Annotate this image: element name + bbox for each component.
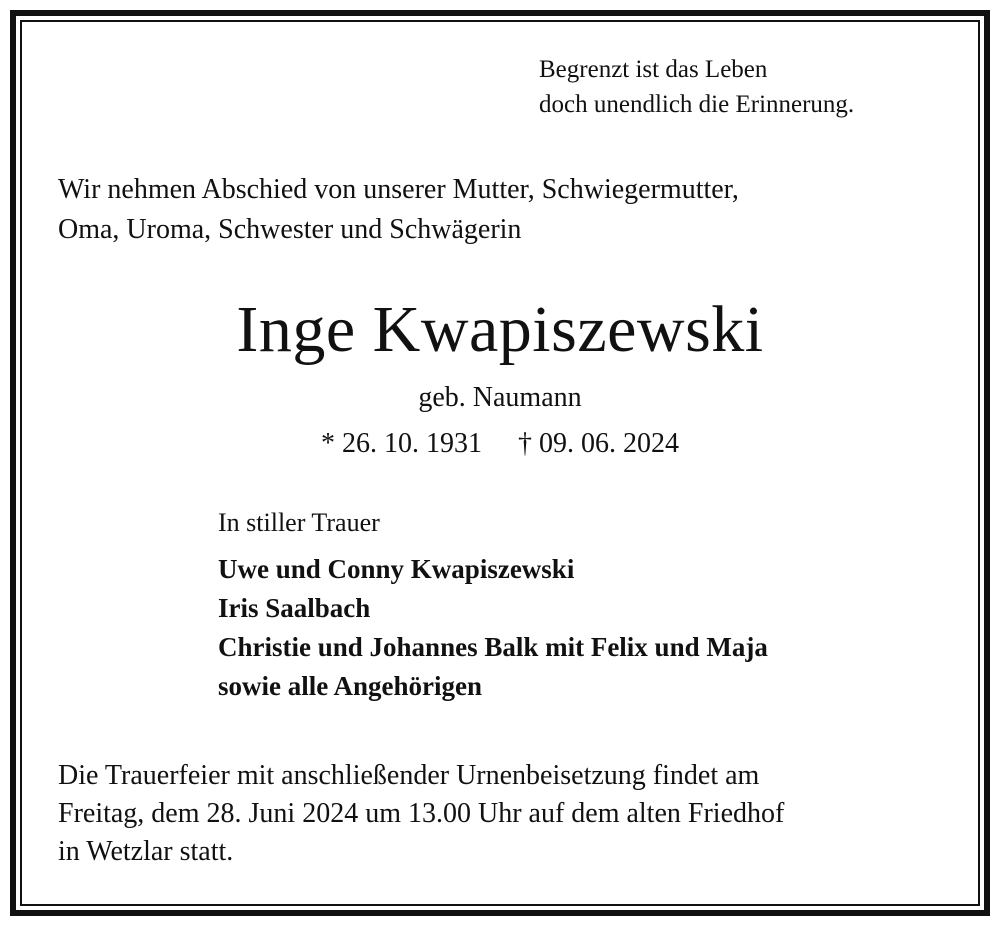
quote-line-2: doch unendlich die Erinnerung. — [539, 91, 855, 118]
service-line-1: Die Trauerfeier mit anschließender Urnenbeisetzung findet am — [58, 760, 760, 791]
intro-text — [58, 170, 739, 250]
mourners-list — [218, 550, 768, 706]
intro-line-2: Oma, Uroma, Schwester und Schwägerin — [58, 214, 522, 245]
service-line-3: in Wetzlar statt. — [58, 836, 234, 867]
quote — [539, 52, 854, 122]
life-dates — [0, 425, 1000, 463]
maiden-name: geb. Naumann — [418, 382, 582, 413]
mourner-line: Christie und Johannes Balk mit Felix und Maja — [218, 632, 768, 662]
deceased-name: Inge Kwapiszewski — [236, 293, 764, 366]
mourning-heading: In stiller Trauer — [218, 508, 380, 537]
mourner-line: sowie alle Angehörigen — [218, 671, 482, 701]
service-info — [58, 757, 784, 871]
mourner-line: Uwe und Conny Kwapiszewski — [218, 554, 575, 584]
birth-date: * 26. 10. 1931 — [321, 428, 482, 459]
service-line-2: Freitag, dem 28. Juni 2024 um 13.00 Uhr auf dem alten Friedhof — [58, 798, 785, 829]
mourner-line: Iris Saalbach — [218, 593, 371, 623]
quote-line-1: Begrenzt ist das Leben — [539, 56, 768, 83]
intro-line-1: Wir nehmen Abschied von unserer Mutter, Schwiegermutter, — [58, 174, 739, 205]
death-date: † 09. 06. 2024 — [518, 428, 679, 459]
